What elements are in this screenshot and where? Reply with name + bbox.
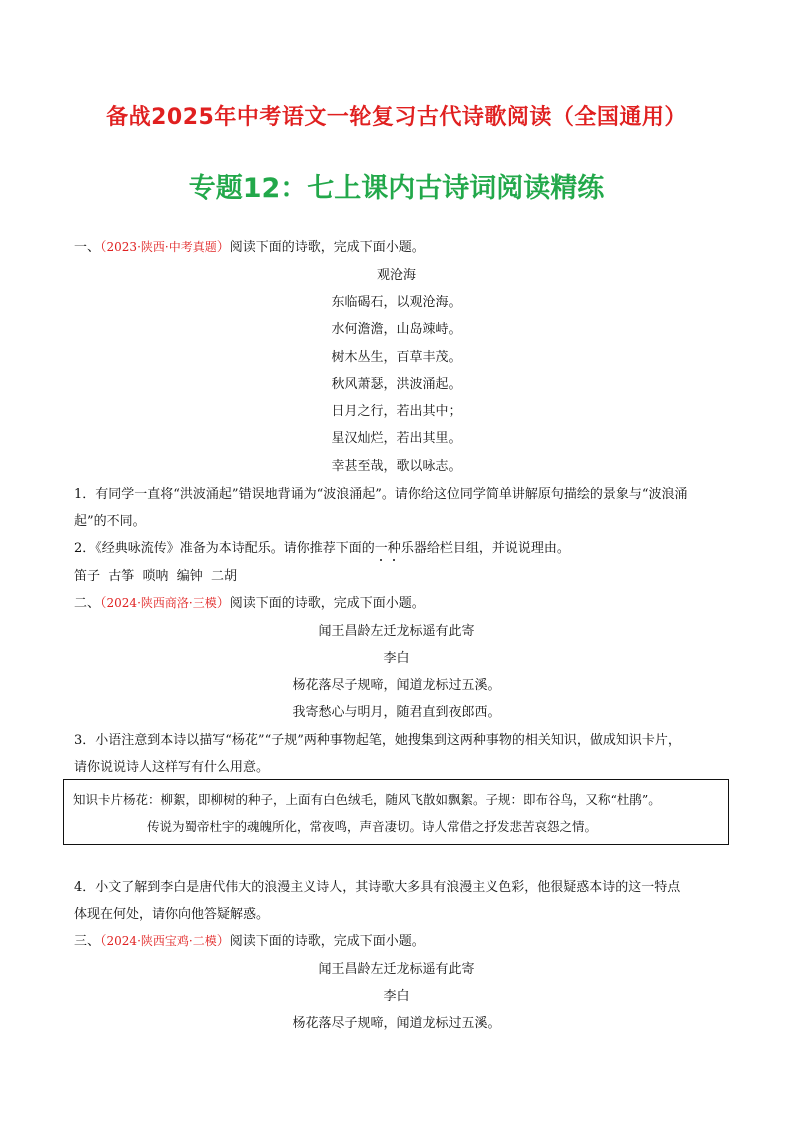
knowledge-card-line: 知识卡片杨花：柳絮，即柳树的种子，上面有白色绒毛，随风飞散如飘絮。子规：即布谷鸟，又称“杜鹃”。 [73, 792, 661, 807]
poem-title: 观沧海 [376, 268, 416, 283]
section-number: 三、 [74, 934, 101, 949]
question-3: 3．小语注意到本诗以描写“杨花”“子规”两种事物起笔，她搜集到这两种事物的相关知识，做成知识卡片， [74, 733, 681, 748]
section-1-header [74, 236, 425, 255]
source-tag: 2024·陕西宝鸡·二模 [106, 934, 217, 948]
poem-line: 幸甚至哉，歌以咏志。 [331, 459, 462, 474]
instruction: 阅读下面的诗歌，完成下面小题。 [229, 934, 425, 949]
knowledge-card [63, 779, 729, 845]
question-2 [74, 537, 570, 556]
section-number: 一、 [74, 240, 101, 255]
instruction: 阅读下面的诗歌，完成下面小题。 [229, 596, 425, 611]
poem-line: 东临碣石，以观沧海。 [331, 295, 462, 310]
poem-title: 闻王昌龄左迁龙标遥有此寄 [318, 624, 475, 639]
section-number: 二、 [74, 596, 101, 611]
poem-line: 树木丛生，百草丰茂。 [331, 350, 462, 365]
question-2-text-end: 乐器给栏目组，并说说理由。 [400, 541, 570, 556]
question-3-cont: 请你说说诗人这样写有什么用意。 [74, 760, 270, 775]
question-1: 1．有同学一直将“洪波涌起”错误地背诵为“波浪涌起”。请你给这位同学简单讲解原句描绘的景象与“波浪涌 [74, 487, 688, 502]
poem-line: 水何澹澹，山岛竦峙。 [331, 322, 462, 337]
source-close: ） [216, 934, 230, 949]
knowledge-card-line: 传说为蜀帝杜宇的魂魄所化，常夜鸣，声音凄切。诗人常借之抒发悲苦哀怨之情。 [147, 819, 598, 834]
section-2-header [74, 592, 425, 611]
source-close: ） [216, 596, 230, 611]
poem-line: 秋风萧瑟，洪波涌起。 [331, 377, 462, 392]
emphasis-char: 种 [387, 541, 401, 556]
doc-title: 备战2025年中考语文一轮复习古代诗歌阅读（全国通用） [106, 105, 687, 130]
section-3-header [74, 930, 425, 949]
poem-title: 闻王昌龄左迁龙标遥有此寄 [318, 962, 475, 977]
poem-line: 日月之行，若出其中； [331, 404, 462, 419]
source-close: ） [216, 240, 230, 255]
question-1-cont: 起”的不同。 [74, 514, 146, 529]
poem-author: 李白 [383, 651, 410, 666]
question-2-text: 2．《经典咏流传》准备为本诗配乐。请你推荐下面的 [74, 541, 375, 556]
instruction: 阅读下面的诗歌，完成下面小题。 [229, 240, 425, 255]
source-open: （ [100, 934, 107, 949]
poem-line: 星汉灿烂，若出其里。 [331, 431, 462, 446]
poem-line: 杨花落尽子规啼，闻道龙标过五溪。 [292, 1016, 501, 1031]
source-open: （ [100, 240, 107, 255]
source-tag: 2024·陕西商洛·三模 [106, 596, 217, 610]
question-4-cont: 体现在何处，请你向他答疑解惑。 [74, 907, 270, 922]
source-tag: 2023·陕西·中考真题 [106, 240, 217, 254]
emphasis-char: 一 [374, 541, 388, 556]
question-4: 4．小文了解到李白是唐代伟大的浪漫主义诗人，其诗歌大多具有浪漫主义色彩，他很疑惑本诗的这一特点 [74, 880, 681, 895]
source-open: （ [100, 596, 107, 611]
doc-subtitle: 专题12：七上课内古诗词阅读精练 [188, 173, 605, 204]
poem-line: 我寄愁心与明月，随君直到夜郎西。 [292, 705, 501, 720]
poem-line: 杨花落尽子规啼，闻道龙标过五溪。 [292, 678, 501, 693]
poem-author: 李白 [383, 989, 410, 1004]
instrument-options: 笛子 古筝 唢呐 编钟 二胡 [74, 569, 238, 584]
